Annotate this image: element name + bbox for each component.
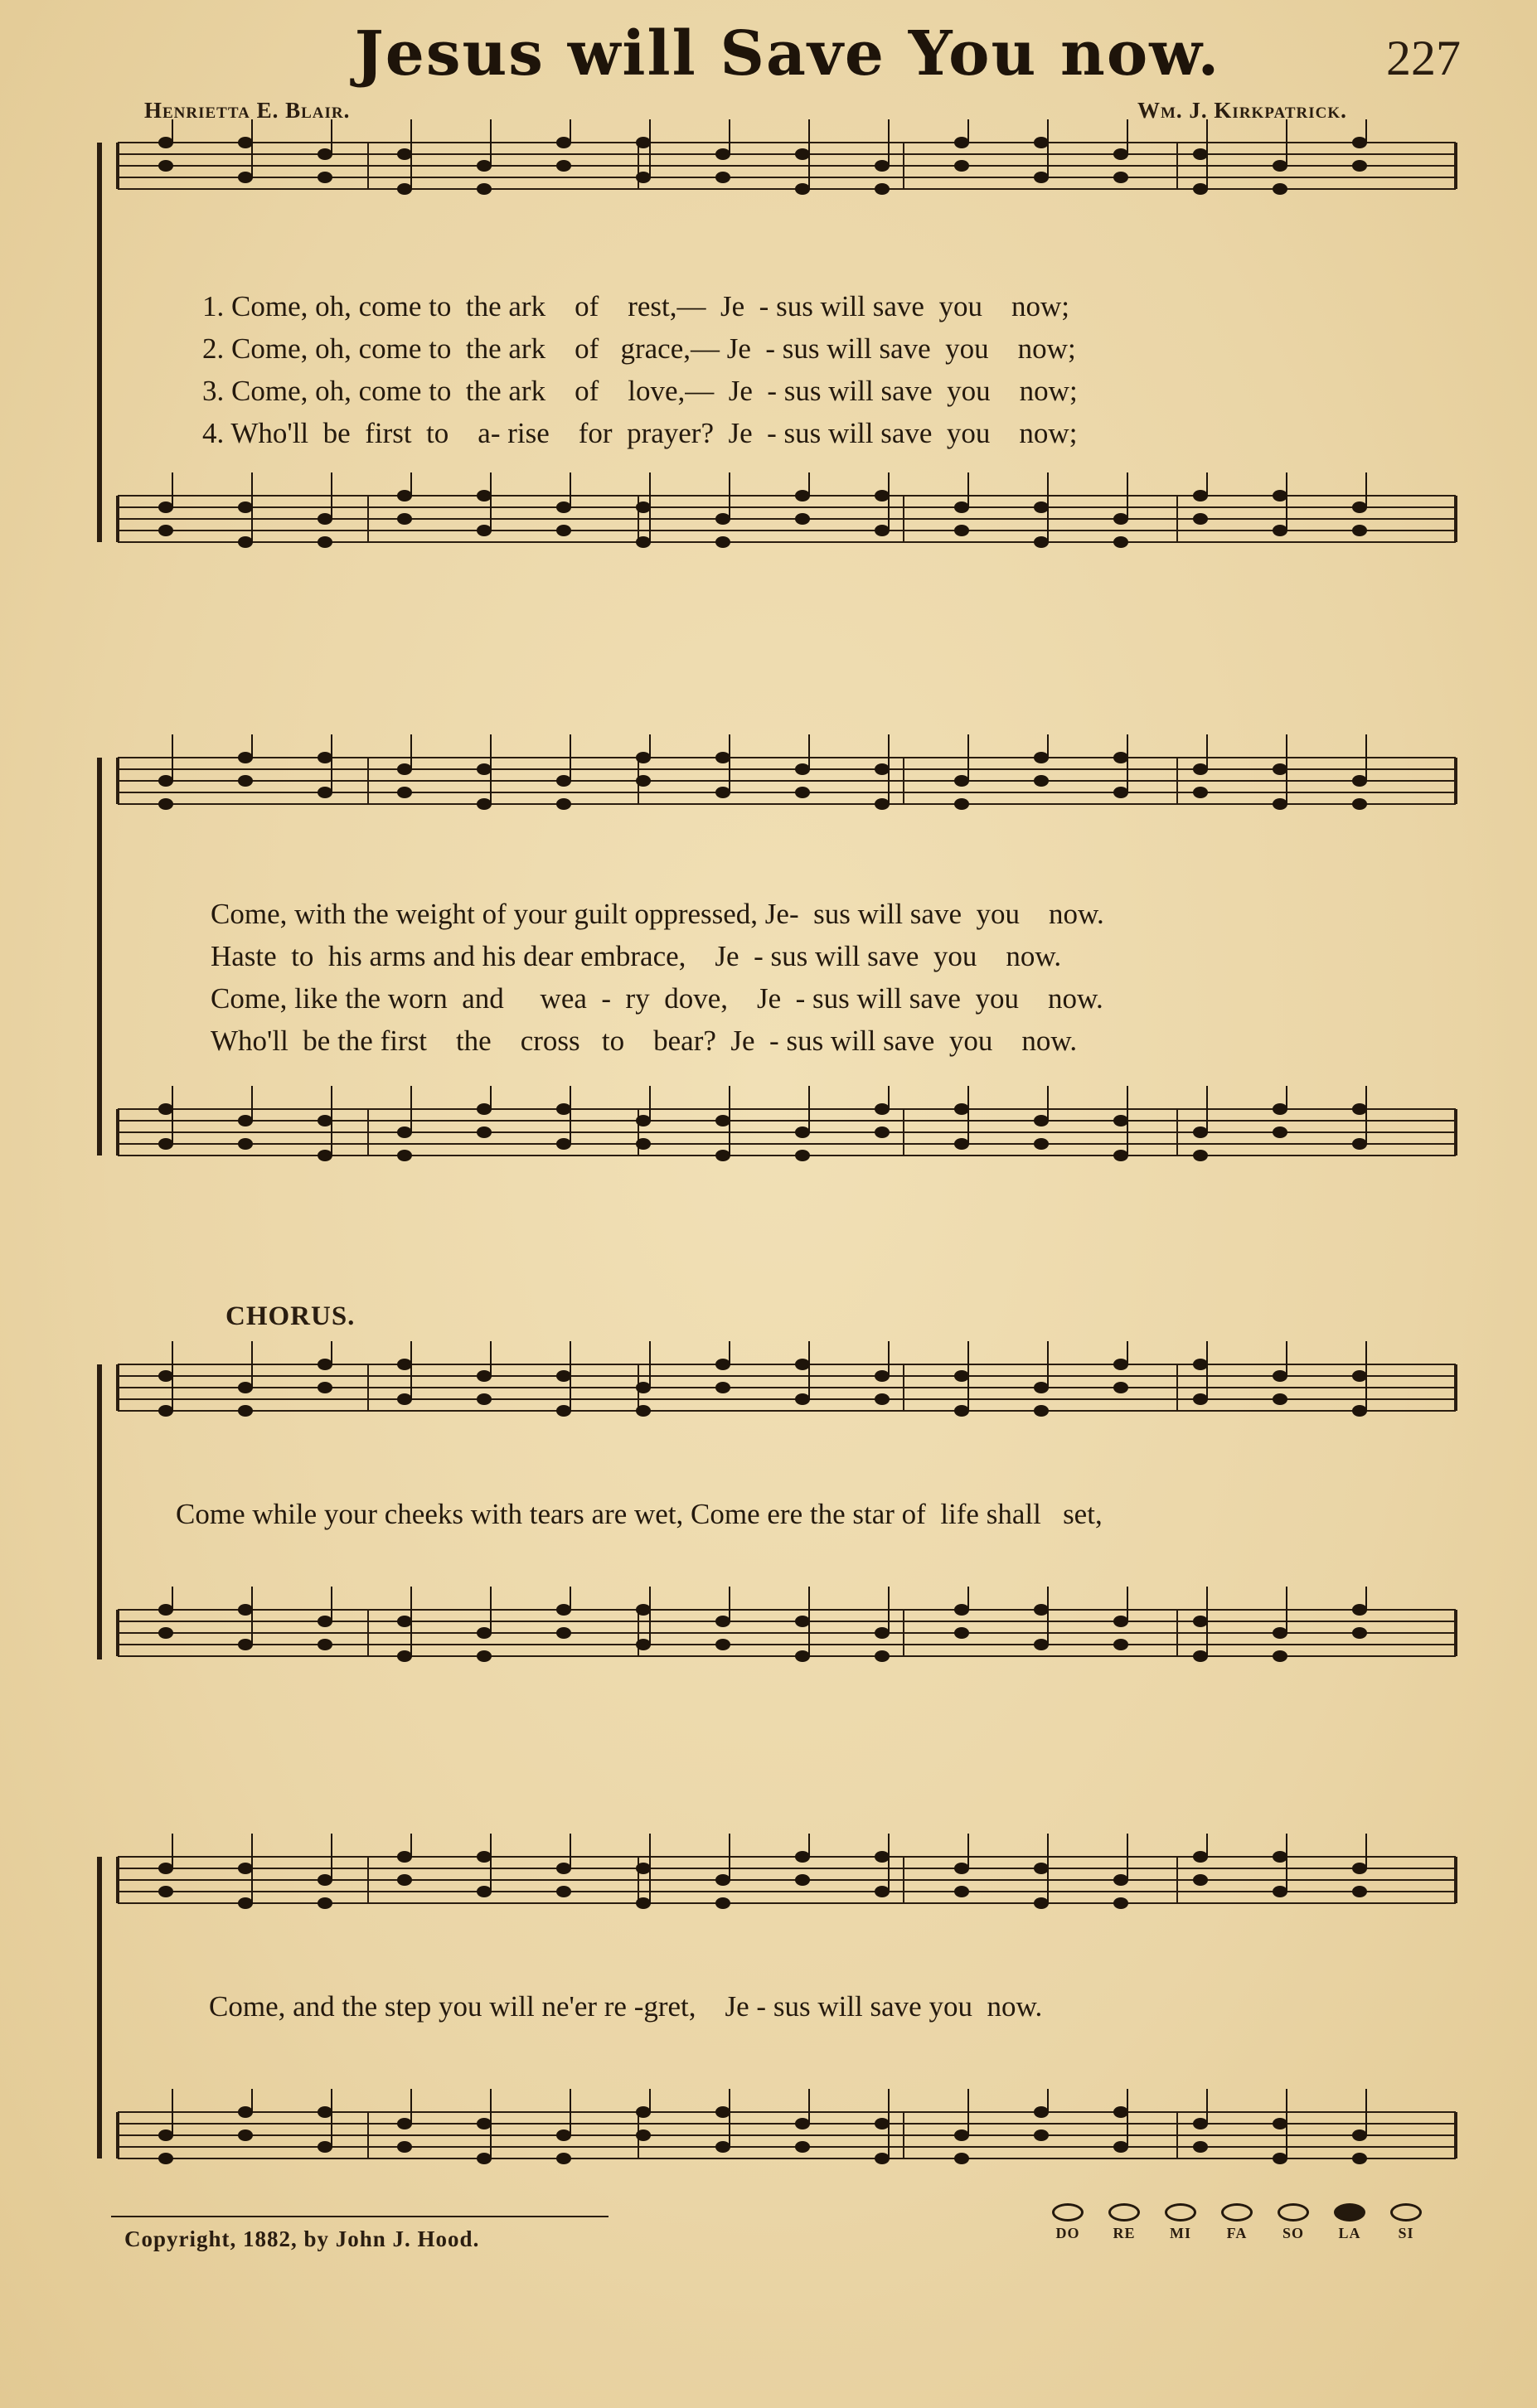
note-head [1034,1604,1049,1616]
note-head [556,1627,571,1639]
note-head [1034,2129,1049,2141]
note-head [1193,1874,1208,1886]
note-head [1193,787,1208,798]
note-head [477,183,492,195]
note-head [318,148,332,160]
note-head [238,137,253,148]
solfa-si: SI [1384,2203,1428,2242]
note-head [1352,1627,1367,1639]
note-head [477,525,492,536]
note-head [318,536,332,548]
note-head [636,1405,651,1417]
note-head [158,1405,173,1417]
note-head [1113,787,1128,798]
note-head [397,1851,412,1863]
note-head [715,536,730,548]
note-head [1352,160,1367,172]
note-head [238,172,253,183]
note-head [158,501,173,513]
chorus-line-2: Come, and the step you will ne'er re -gret, Je - sus will save you now. [209,1990,1043,2023]
note-head [795,513,810,525]
note-head [477,1886,492,1897]
note-head [1034,1897,1049,1909]
note-head [795,183,810,195]
note-head [1352,1886,1367,1897]
note-head [795,1616,810,1627]
note-head [556,798,571,810]
note-head [556,2129,571,2141]
note-head [397,490,412,501]
note-head [158,798,173,810]
note-head [954,2129,969,2141]
note-head [477,2153,492,2164]
note-head [1273,763,1287,775]
note-head [556,1886,571,1897]
verse-second-line-1: Come, with the weight of your guilt oppressed, Je- sus will save you now. [211,898,1104,930]
note-head [318,1874,332,1886]
note-head [1193,1851,1208,1863]
note-head [158,525,173,536]
note-head [1193,1359,1208,1370]
note-head [1273,1650,1287,1662]
note-head [715,2141,730,2153]
note-head [875,1886,890,1897]
note-head [556,137,571,148]
note-head [238,536,253,548]
note-head [795,148,810,160]
note-head [238,1604,253,1616]
note-head [795,763,810,775]
note-head [954,1405,969,1417]
note-head [875,490,890,501]
note-head [1352,1370,1367,1382]
note-head [1113,752,1128,763]
note-head [636,752,651,763]
note-head [397,148,412,160]
note-head [875,1103,890,1115]
note-head [158,137,173,148]
note-head [1034,752,1049,763]
note-head [954,137,969,148]
note-head [1034,172,1049,183]
note-head [1352,1863,1367,1874]
note-head [1273,525,1287,536]
note-head [238,1639,253,1650]
solfa-legend [1046,2203,1436,2261]
solfa-re: RE [1103,2203,1146,2242]
note-head [397,2141,412,2153]
note-head [636,501,651,513]
note-head [1273,1103,1287,1115]
note-head [636,137,651,148]
note-head [477,1627,492,1639]
note-head [556,1863,571,1874]
note-head [1113,1874,1128,1886]
note-head [1113,513,1128,525]
note-head [636,1863,651,1874]
note-head [158,1604,173,1616]
note-head [556,1103,571,1115]
note-head [556,160,571,172]
note-head [1034,1382,1049,1393]
note-head [318,1897,332,1909]
note-head [158,1627,173,1639]
note-head [1193,1393,1208,1405]
note-head [1113,1359,1128,1370]
note-head [954,1103,969,1115]
note-head [318,1382,332,1393]
note-head [1352,798,1367,810]
note-head [795,490,810,501]
note-head [1352,1405,1367,1417]
note-head [238,501,253,513]
note-head [875,2118,890,2129]
note-head [238,1863,253,1874]
note-head [1034,2106,1049,2118]
note-head [1034,501,1049,513]
note-head [1113,1382,1128,1393]
note-head [318,1150,332,1161]
note-head [477,2118,492,2129]
note-head [715,1639,730,1650]
note-head [795,1393,810,1405]
note-head [1273,2153,1287,2164]
note-head [1034,1405,1049,1417]
note-head [715,2106,730,2118]
note-head [1352,1138,1367,1150]
note-head [1113,536,1128,548]
note-head [1113,1639,1128,1650]
note-head [636,1604,651,1616]
note-head [1273,1126,1287,1138]
solfa-do: DO [1046,2203,1089,2242]
verse-line-4: 4. Who'll be first to a- rise for prayer? Je - sus will save you now; [202,417,1078,449]
note-head [954,1604,969,1616]
note-head [715,1115,730,1126]
note-head [795,1874,810,1886]
note-head [238,752,253,763]
note-head [318,1115,332,1126]
note-head [477,160,492,172]
note-head [1034,1138,1049,1150]
note-head [158,1886,173,1897]
note-head [1273,1886,1287,1897]
note-head [1273,798,1287,810]
note-head [715,148,730,160]
note-head [1113,172,1128,183]
note-head [238,1115,253,1126]
note-head [477,1370,492,1382]
note-head [1113,2141,1128,2153]
note-head [795,787,810,798]
note-head [715,1359,730,1370]
note-head [556,1405,571,1417]
note-head [875,525,890,536]
note-head [795,1650,810,1662]
note-head [477,1126,492,1138]
note-head [636,1138,651,1150]
note-head [1113,2106,1128,2118]
note-head [1273,160,1287,172]
note-head [158,160,173,172]
note-head [1113,1616,1128,1627]
verse-line-1: 1. Come, oh, come to the ark of rest,— Je - sus will save you now; [202,290,1069,322]
solfa-mi: MI [1159,2203,1202,2242]
note-head [1113,1150,1128,1161]
note-head [954,1627,969,1639]
note-head [318,1359,332,1370]
note-head [556,775,571,787]
note-head [954,501,969,513]
note-head [1352,137,1367,148]
note-head [318,787,332,798]
copyright-notice: Copyright, 1882, by John J. Hood. [124,2226,480,2251]
note-head [158,1863,173,1874]
note-head [318,513,332,525]
solfa-la: LA [1328,2203,1371,2242]
note-head [636,1639,651,1650]
note-head [636,1382,651,1393]
note-head [636,2106,651,2118]
verse-line-3: 3. Come, oh, come to the ark of love,— Je - sus will save you now; [202,375,1078,407]
note-head [795,1359,810,1370]
note-head [238,2129,253,2141]
note-head [954,2153,969,2164]
hymn-title: Jesus will Save You now. [354,18,1221,90]
note-head [795,1126,810,1138]
note-head [397,1150,412,1161]
note-head [795,2141,810,2153]
note-head [556,2153,571,2164]
note-head [1273,1627,1287,1639]
note-head [715,752,730,763]
note-head [1273,183,1287,195]
note-head [1193,183,1208,195]
chorus-line-1: Come while your cheeks with tears are wet, Come ere the star of life shall set, [176,1498,1103,1530]
note-head [954,160,969,172]
note-head [477,763,492,775]
note-head [715,513,730,525]
verse-second-line-3: Come, like the worn and wea - ry dove, Je - sus will save you now. [211,982,1103,1015]
note-head [238,2106,253,2118]
note-head [238,1382,253,1393]
note-head [715,172,730,183]
note-head [1352,2153,1367,2164]
note-head [556,501,571,513]
note-head [397,1359,412,1370]
note-head [1273,1851,1287,1863]
solfa-fa: FA [1215,2203,1258,2242]
note-head [1193,148,1208,160]
note-head [318,752,332,763]
note-head [715,787,730,798]
verse-line-2: 2. Come, oh, come to the ark of grace,— Je - sus will save you now; [202,332,1076,365]
note-head [477,1103,492,1115]
note-head [318,2106,332,2118]
note-head [318,1639,332,1650]
note-head [636,536,651,548]
note-head [238,1138,253,1150]
note-head [556,1370,571,1382]
note-head [397,513,412,525]
note-head [158,775,173,787]
note-head [1193,2118,1208,2129]
note-head [1193,1616,1208,1627]
note-head [1113,148,1128,160]
note-head [397,787,412,798]
note-head [715,1382,730,1393]
note-head [397,2118,412,2129]
note-head [397,1616,412,1627]
note-head [1352,525,1367,536]
note-head [715,1616,730,1627]
note-head [1352,775,1367,787]
note-head [1034,536,1049,548]
note-head [477,798,492,810]
note-head [158,2153,173,2164]
note-head [1193,2141,1208,2153]
note-head [1113,1115,1128,1126]
note-head [636,2129,651,2141]
note-head [1273,1370,1287,1382]
note-head [636,1897,651,1909]
footer-rule [111,2216,608,2217]
note-head [875,1650,890,1662]
note-head [556,1604,571,1616]
verse-second-line-2: Haste to his arms and his dear embrace, Je - sus will save you now. [211,940,1062,972]
note-head [636,775,651,787]
note-head [954,798,969,810]
note-head [1193,513,1208,525]
note-head [1034,1863,1049,1874]
page-number: 227 [1386,31,1461,85]
note-head [1352,2129,1367,2141]
note-head [397,183,412,195]
note-head [715,1874,730,1886]
note-head [715,1150,730,1161]
note-head [1352,1604,1367,1616]
note-head [1352,501,1367,513]
note-head [556,1138,571,1150]
note-head [397,1874,412,1886]
note-head [397,763,412,775]
note-head [1193,1650,1208,1662]
note-head [238,1405,253,1417]
note-head [1034,137,1049,148]
note-head [318,1616,332,1627]
note-head [875,798,890,810]
note-head [875,763,890,775]
note-head [158,2129,173,2141]
note-head [715,1897,730,1909]
note-head [477,1393,492,1405]
note-head [954,1886,969,1897]
note-head [1193,490,1208,501]
note-head [1352,1103,1367,1115]
note-head [1193,1150,1208,1161]
note-head [954,1370,969,1382]
note-head [397,1393,412,1405]
note-head [795,2118,810,2129]
note-head [397,1126,412,1138]
note-head [158,1370,173,1382]
note-head [875,160,890,172]
note-head [954,1138,969,1150]
note-head [954,1863,969,1874]
note-head [1034,1639,1049,1650]
verse-second-line-4: Who'll be the first the cross to bear? Je - sus will save you now. [211,1025,1078,1057]
note-head [875,183,890,195]
note-head [875,1393,890,1405]
note-head [875,1126,890,1138]
note-head [875,1370,890,1382]
note-head [1273,490,1287,501]
solfa-so: SO [1272,2203,1315,2242]
note-head [1034,1115,1049,1126]
note-head [954,775,969,787]
note-head [795,1851,810,1863]
lyricist-credit: Henrietta E. Blair. [144,98,351,123]
note-head [636,1115,651,1126]
note-head [1113,1897,1128,1909]
note-head [954,525,969,536]
note-head [875,1851,890,1863]
note-head [158,1138,173,1150]
note-head [397,1650,412,1662]
note-head [1193,1126,1208,1138]
note-head [875,1627,890,1639]
note-head [795,1150,810,1161]
note-head [477,1650,492,1662]
note-head [556,525,571,536]
composer-credit: Wm. J. Kirkpatrick. [1137,98,1347,123]
note-head [238,775,253,787]
note-head [318,2141,332,2153]
note-head [1273,2118,1287,2129]
chorus-label: CHORUS. [225,1301,356,1331]
note-head [636,172,651,183]
note-head [158,1103,173,1115]
note-head [318,172,332,183]
note-head [875,2153,890,2164]
note-head [1273,1393,1287,1405]
note-head [238,1897,253,1909]
note-head [477,1851,492,1863]
note-head [1034,775,1049,787]
note-head [477,490,492,501]
note-head [1193,763,1208,775]
